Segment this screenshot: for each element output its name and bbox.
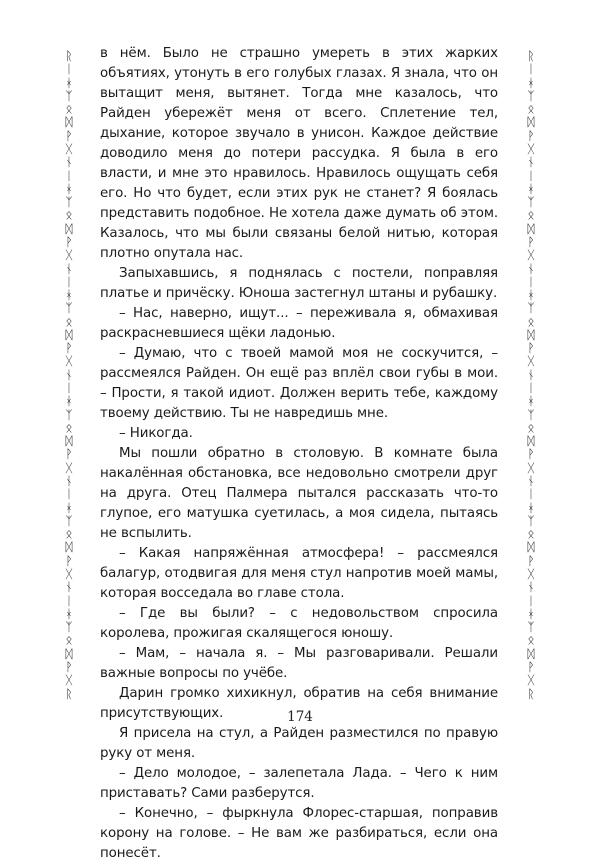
rune-ornament-icon: ᚾ [65,367,73,382]
rune-ornament-icon: ᛉ [65,620,73,635]
rune-ornament-icon: ᚷ [527,248,535,263]
rune-ornament-icon: ᚹ [527,128,535,143]
rune-ornament-icon: ᛁ [527,593,535,608]
rune-ornament-icon: ᚷ [65,460,73,475]
rune-ornament-icon: ᚹ [527,659,535,674]
rune-ornament-icon: ᚷ [65,248,73,263]
rune-ornament-icon: ᚾ [527,474,535,488]
rune-ornament-icon: ᚷ [527,141,535,156]
paragraph: – Какая напряжённая атмосфера! – рассмеялся балагур, отодвигая для меня стул напротив моей мамы, которая восседала во главе стола. [100,546,498,601]
rune-ornament-icon: ᚼ [527,500,535,515]
rune-ornament-icon: ᚼ [65,394,73,409]
rune-ornament-icon: ᚼ [65,606,73,621]
rune-ornament-icon: ᛞ [65,646,73,661]
rune-ornament-icon: ᛟ [527,633,535,648]
rune-ornament-icon: ᚹ [65,234,73,249]
rune-ornament-icon: ᚼ [65,181,73,196]
rune-ornament-icon: ᛞ [527,115,535,130]
rune-ornament-icon: ᚱ [527,49,535,63]
rune-ornament-icon: ᛉ [65,407,73,422]
rune-ornament-icon: ᚷ [65,673,73,688]
page-number: 174 [287,709,313,725]
paragraph: Запыхавшись, я поднялась с постели, поправляя платье и причёску. Юноша застегнул штаны и рубашку. [100,266,498,301]
rune-ornament-icon: ᚼ [65,288,73,303]
rune-ornament-icon: ᚷ [65,141,73,156]
rune-ornament-icon: ᛟ [65,208,73,223]
rune-ornament-icon: ᛟ [527,102,535,117]
rune-ornament-icon: ᛉ [527,407,535,422]
rune-ornament-icon: ᛟ [65,314,73,329]
rune-ornament-icon: ᛁ [65,381,73,396]
rune-ornament-icon: ᛞ [65,540,73,555]
rune-ornament-icon: ᛉ [527,88,535,103]
rune-ornament-icon: ᛞ [527,540,535,555]
paragraph: – Где вы были? – с недовольством спросила королева, прожигая скалящегося юношу. [100,606,498,641]
rune-ornament-icon: ᛉ [527,620,535,635]
rune-ornament-icon: ᚱ [65,49,73,63]
rune-ornament-icon: ᚾ [527,580,535,595]
left-rune-border [58,50,80,700]
rune-ornament-icon: ᛟ [527,208,535,223]
rune-ornament-icon: ᛁ [65,168,73,183]
paragraph: – Мам, – начала я. – Мы разговаривали. Решали важные вопросы по учёбе. [100,646,498,681]
rune-ornament-icon: ᚼ [65,75,73,90]
rune-ornament-icon: ᛞ [527,327,535,342]
rune-ornament-icon: ᛞ [65,221,73,236]
rune-ornament-icon: ᛉ [65,88,73,103]
rune-ornament-icon: ᛟ [527,420,535,435]
rune-ornament-icon: ᛞ [527,434,535,449]
rune-ornament-icon: ᛟ [65,633,73,648]
rune-ornament-icon: ᛉ [527,301,535,316]
rune-ornament-icon: ᚹ [527,553,535,568]
rune-ornament-icon: ᛉ [65,195,73,210]
rune-ornament-icon: ᚷ [527,354,535,369]
rune-ornament-icon: ᛁ [65,487,73,502]
rune-ornament-icon: ᛟ [65,102,73,117]
rune-ornament-icon: ᛉ [65,301,73,316]
paragraph: Дарин громко хихикнул, обратив на себя внимание присутствующих. [100,686,498,721]
rune-ornament-icon: ᛁ [527,487,535,502]
paragraph: Я присела на стул, а Райден разместился по правую руку от меня. [100,726,498,761]
rune-ornament-icon: ᚷ [527,673,535,688]
paragraph: – Конечно, – фыркнула Флорес-старшая, поправив корону на голове. – Не вам же разбираться, если она понесёт. [100,806,498,861]
rune-ornament-icon: ᛁ [65,274,73,289]
rune-ornament-icon: ᚹ [65,128,73,143]
rune-ornament-icon: ᚼ [527,75,535,90]
paragraph: Мы пошли обратно в столовую. В комнате была накалённая обстановка, все недовольно смотрели друг на друга. Отец Палмера пытался рассказать что-то глупое, его матушка суетилась, а моя сидела, пытаясь не вспылить. [100,446,498,541]
paragraph: – Никогда. [119,426,193,441]
paragraph: – Думаю, что с твоей мамой моя не соскучится, – рассмеялся Райден. Он ещё раз вплёл свои губы в мои. – Прости, я такой идиот. Должен верить тебе, каждому твоему действию. Ты не навредишь мне. [100,346,498,421]
rune-ornament-icon: ᚱ [527,686,535,701]
rune-ornament-icon: ᚼ [527,606,535,621]
rune-ornament-icon: ᚷ [65,354,73,369]
rune-ornament-icon: ᚹ [527,234,535,249]
rune-ornament-icon: ᚾ [65,474,73,488]
rune-ornament-icon: ᚾ [527,261,535,276]
rune-ornament-icon: ᛁ [65,62,73,77]
rune-ornament-icon: ᛞ [527,221,535,236]
rune-ornament-icon: ᛉ [527,513,535,528]
rune-ornament-icon: ᚼ [527,288,535,303]
rune-ornament-icon: ᛁ [527,274,535,289]
paragraph: – Дело молодое, – залепетала Лада. – Чего к ним приставать? Сами разберутся. [100,766,498,801]
rune-ornament-icon: ᚾ [527,155,535,170]
rune-ornament-icon: ᛁ [527,381,535,396]
rune-ornament-icon: ᚹ [527,447,535,462]
rune-ornament-icon: ᛟ [65,420,73,435]
rune-ornament-icon: ᚾ [65,155,73,170]
rune-ornament-icon: ᚼ [527,181,535,196]
rune-ornament-icon: ᛟ [527,314,535,329]
rune-ornament-icon: ᛟ [65,527,73,542]
rune-ornament-icon: ᚹ [65,553,73,568]
rune-ornament-icon: ᛉ [65,513,73,528]
paragraph: в нём. Было не страшно умереть в этих жарких объятиях, утонуть в его голубых глазах. Я знала, что он вытащит меня, вытянет. Тогда мне казалось, что Райден убережёт меня от всего. Сплетение тел, дыхание, которое звучало в унисон. Каждое действие доводило меня до потери рассудка. Я была в его власти, и мне это нравилось. Нравилось ощущать себя его. Но что будет, если этих рук не станет? Я боялась представить подобное. Не хотела даже думать об этом. Казалось, что мы были связаны белой нитью, которая плотно опутала нас. [100,46,498,261]
rune-ornament-icon: ᚷ [527,566,535,581]
rune-ornament-icon: ᛞ [527,646,535,661]
rune-ornament-icon: ᚼ [65,500,73,515]
rune-ornament-icon: ᚷ [65,566,73,581]
rune-ornament-icon: ᛁ [527,168,535,183]
rune-ornament-icon: ᛞ [65,434,73,449]
rune-ornament-icon: ᚷ [527,460,535,475]
rune-ornament-icon: ᚹ [65,659,73,674]
rune-ornament-icon: ᚾ [65,261,73,276]
rune-ornament-icon: ᛞ [65,327,73,342]
rune-ornament-icon: ᚱ [65,686,73,701]
paragraph: – Нас, наверно, ищут... – переживала я, обмахивая раскрасневшиеся щёки ладонью. [100,306,498,341]
rune-ornament-icon: ᛁ [527,62,535,77]
rune-ornament-icon: ᚹ [527,341,535,356]
rune-ornament-icon: ᚾ [527,367,535,382]
rune-ornament-icon: ᛟ [527,527,535,542]
rune-ornament-icon: ᛉ [527,195,535,210]
rune-ornament-icon: ᚹ [65,341,73,356]
rune-ornament-icon: ᚾ [65,580,73,595]
rune-ornament-icon: ᚹ [65,447,73,462]
page-body [100,44,498,864]
rune-ornament-icon: ᛞ [65,115,73,130]
right-rune-border [520,50,542,700]
rune-ornament-icon: ᛁ [65,593,73,608]
rune-ornament-icon: ᚼ [527,394,535,409]
